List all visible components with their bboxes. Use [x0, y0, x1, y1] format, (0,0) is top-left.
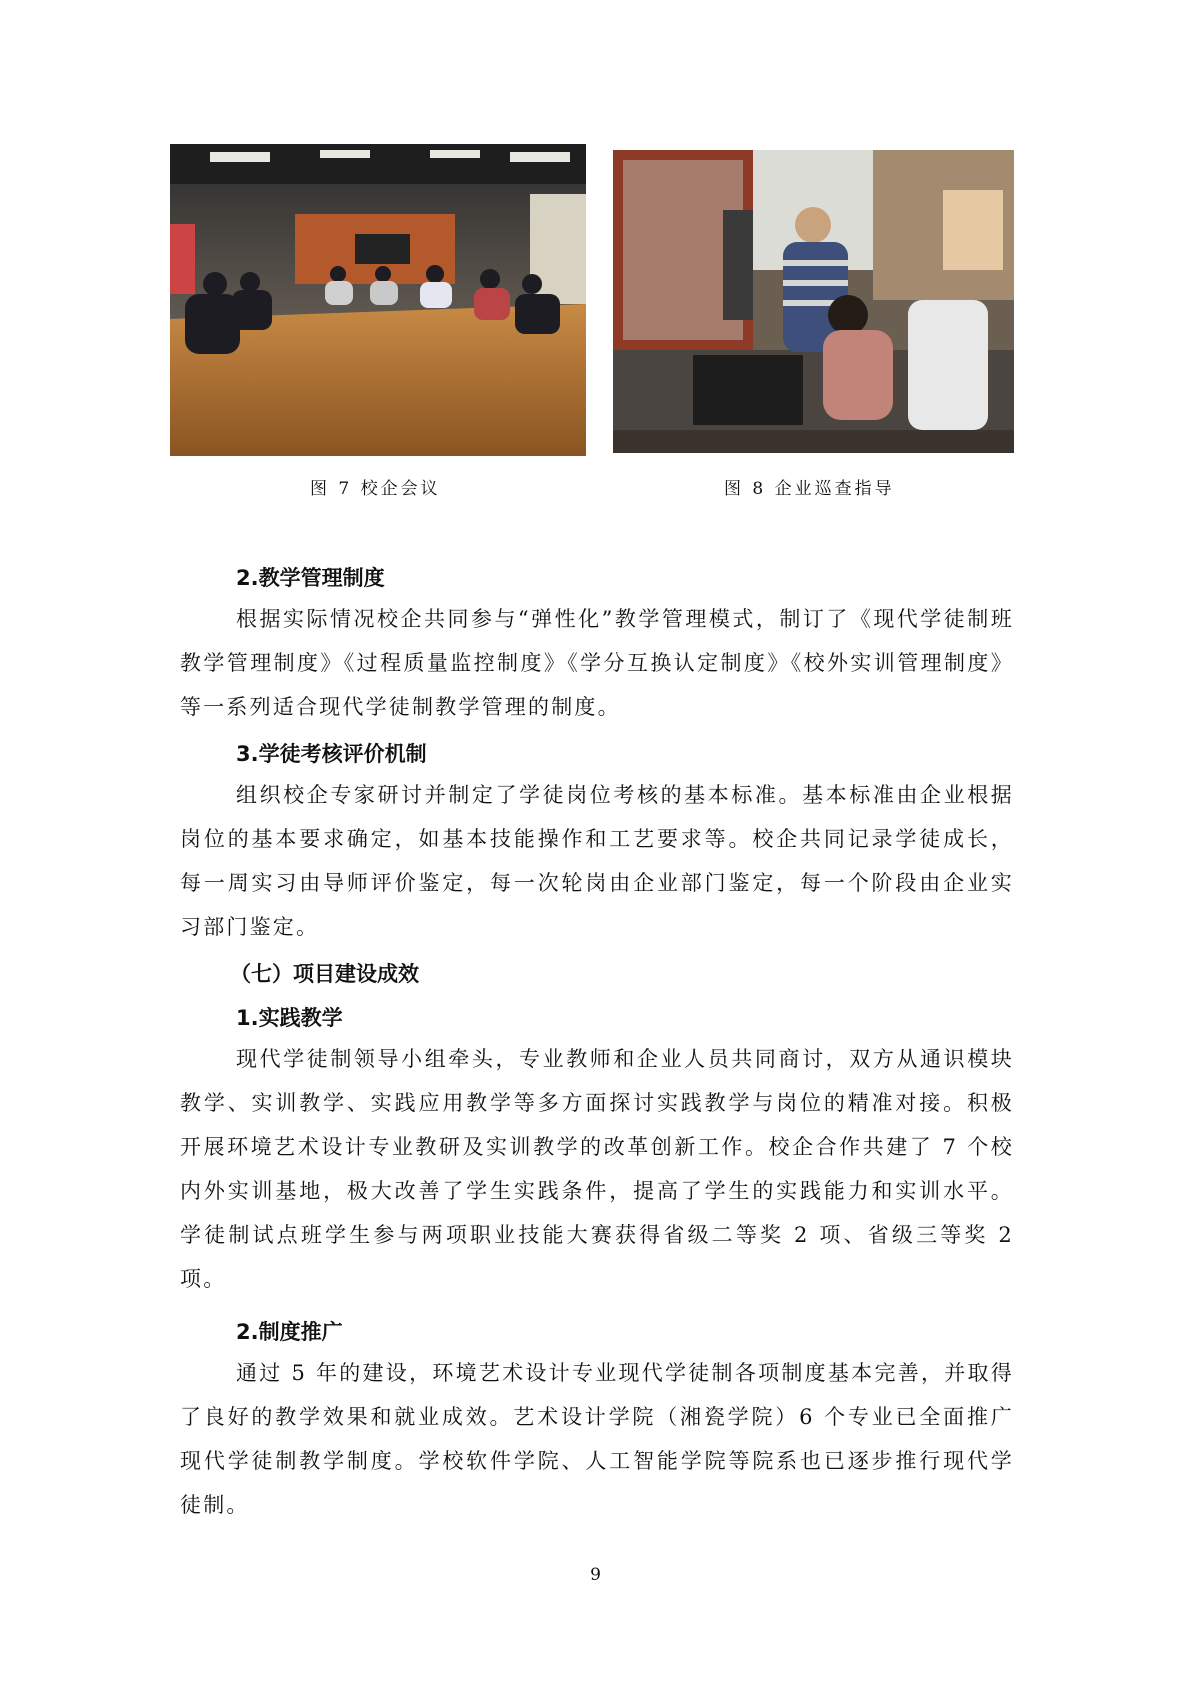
paragraph-teaching-management: 根据实际情况校企共同参与“弹性化”教学管理模式，制订了《现代学徒制班教学管理制度》《过程质量监控制度》《学分互换认定制度》《校外实训管理制度》等一系列适合现代学徒制教学管理的制度。 [180, 607, 1014, 719]
heading-assessment-mechanism: 3.学徒考核评价机制 [236, 742, 427, 766]
figure-7-photo [170, 144, 586, 456]
heading-project-results: （七）项目建设成效 [230, 962, 419, 986]
paragraph-practice-teaching: 现代学徒制领导小组牵头，专业教师和企业人员共同商讨，双方从通识模块教学、实训教学、实践应用教学等多方面探讨实践教学与岗位的精准对接。积极开展环境艺术设计专业教研及实训教学的改革创新工作。校企合作共建了 7 个校内外实训基地，极大改善了学生实践条件，提高了学生的实践能力和实训水平。学徒制试点班学生参与两项职业技能大赛获得省级二等奖 2 项、省级三等奖 2 项。 [180, 1047, 1014, 1291]
figure-7-caption: 图 7 校企会议 [310, 479, 441, 499]
heading-teaching-management: 2.教学管理制度 [236, 566, 385, 590]
figure-8-photo [613, 150, 1014, 453]
paragraph-system-promotion: 通过 5 年的建设，环境艺术设计专业现代学徒制各项制度基本完善，并取得了良好的教学效果和就业成效。艺术设计学院（湘瓷学院）6 个专业已全面推广现代学徒制教学制度。学校软件学院、人工智能学院等院系也已逐步推行现代学徒制。 [180, 1361, 1014, 1517]
page-number: 9 [590, 1565, 601, 1585]
heading-system-promotion: 2.制度推广 [236, 1320, 343, 1344]
figure-8-caption: 图 8 企业巡查指导 [724, 479, 895, 499]
heading-practice-teaching: 1.实践教学 [236, 1006, 343, 1030]
paragraph-assessment-mechanism: 组织校企专家研讨并制定了学徒岗位考核的基本标准。基本标准由企业根据岗位的基本要求确定，如基本技能操作和工艺要求等。校企共同记录学徒成长，每一周实习由导师评价鉴定，每一次轮岗由企业部门鉴定，每一个阶段由企业实习部门鉴定。 [180, 783, 1014, 939]
